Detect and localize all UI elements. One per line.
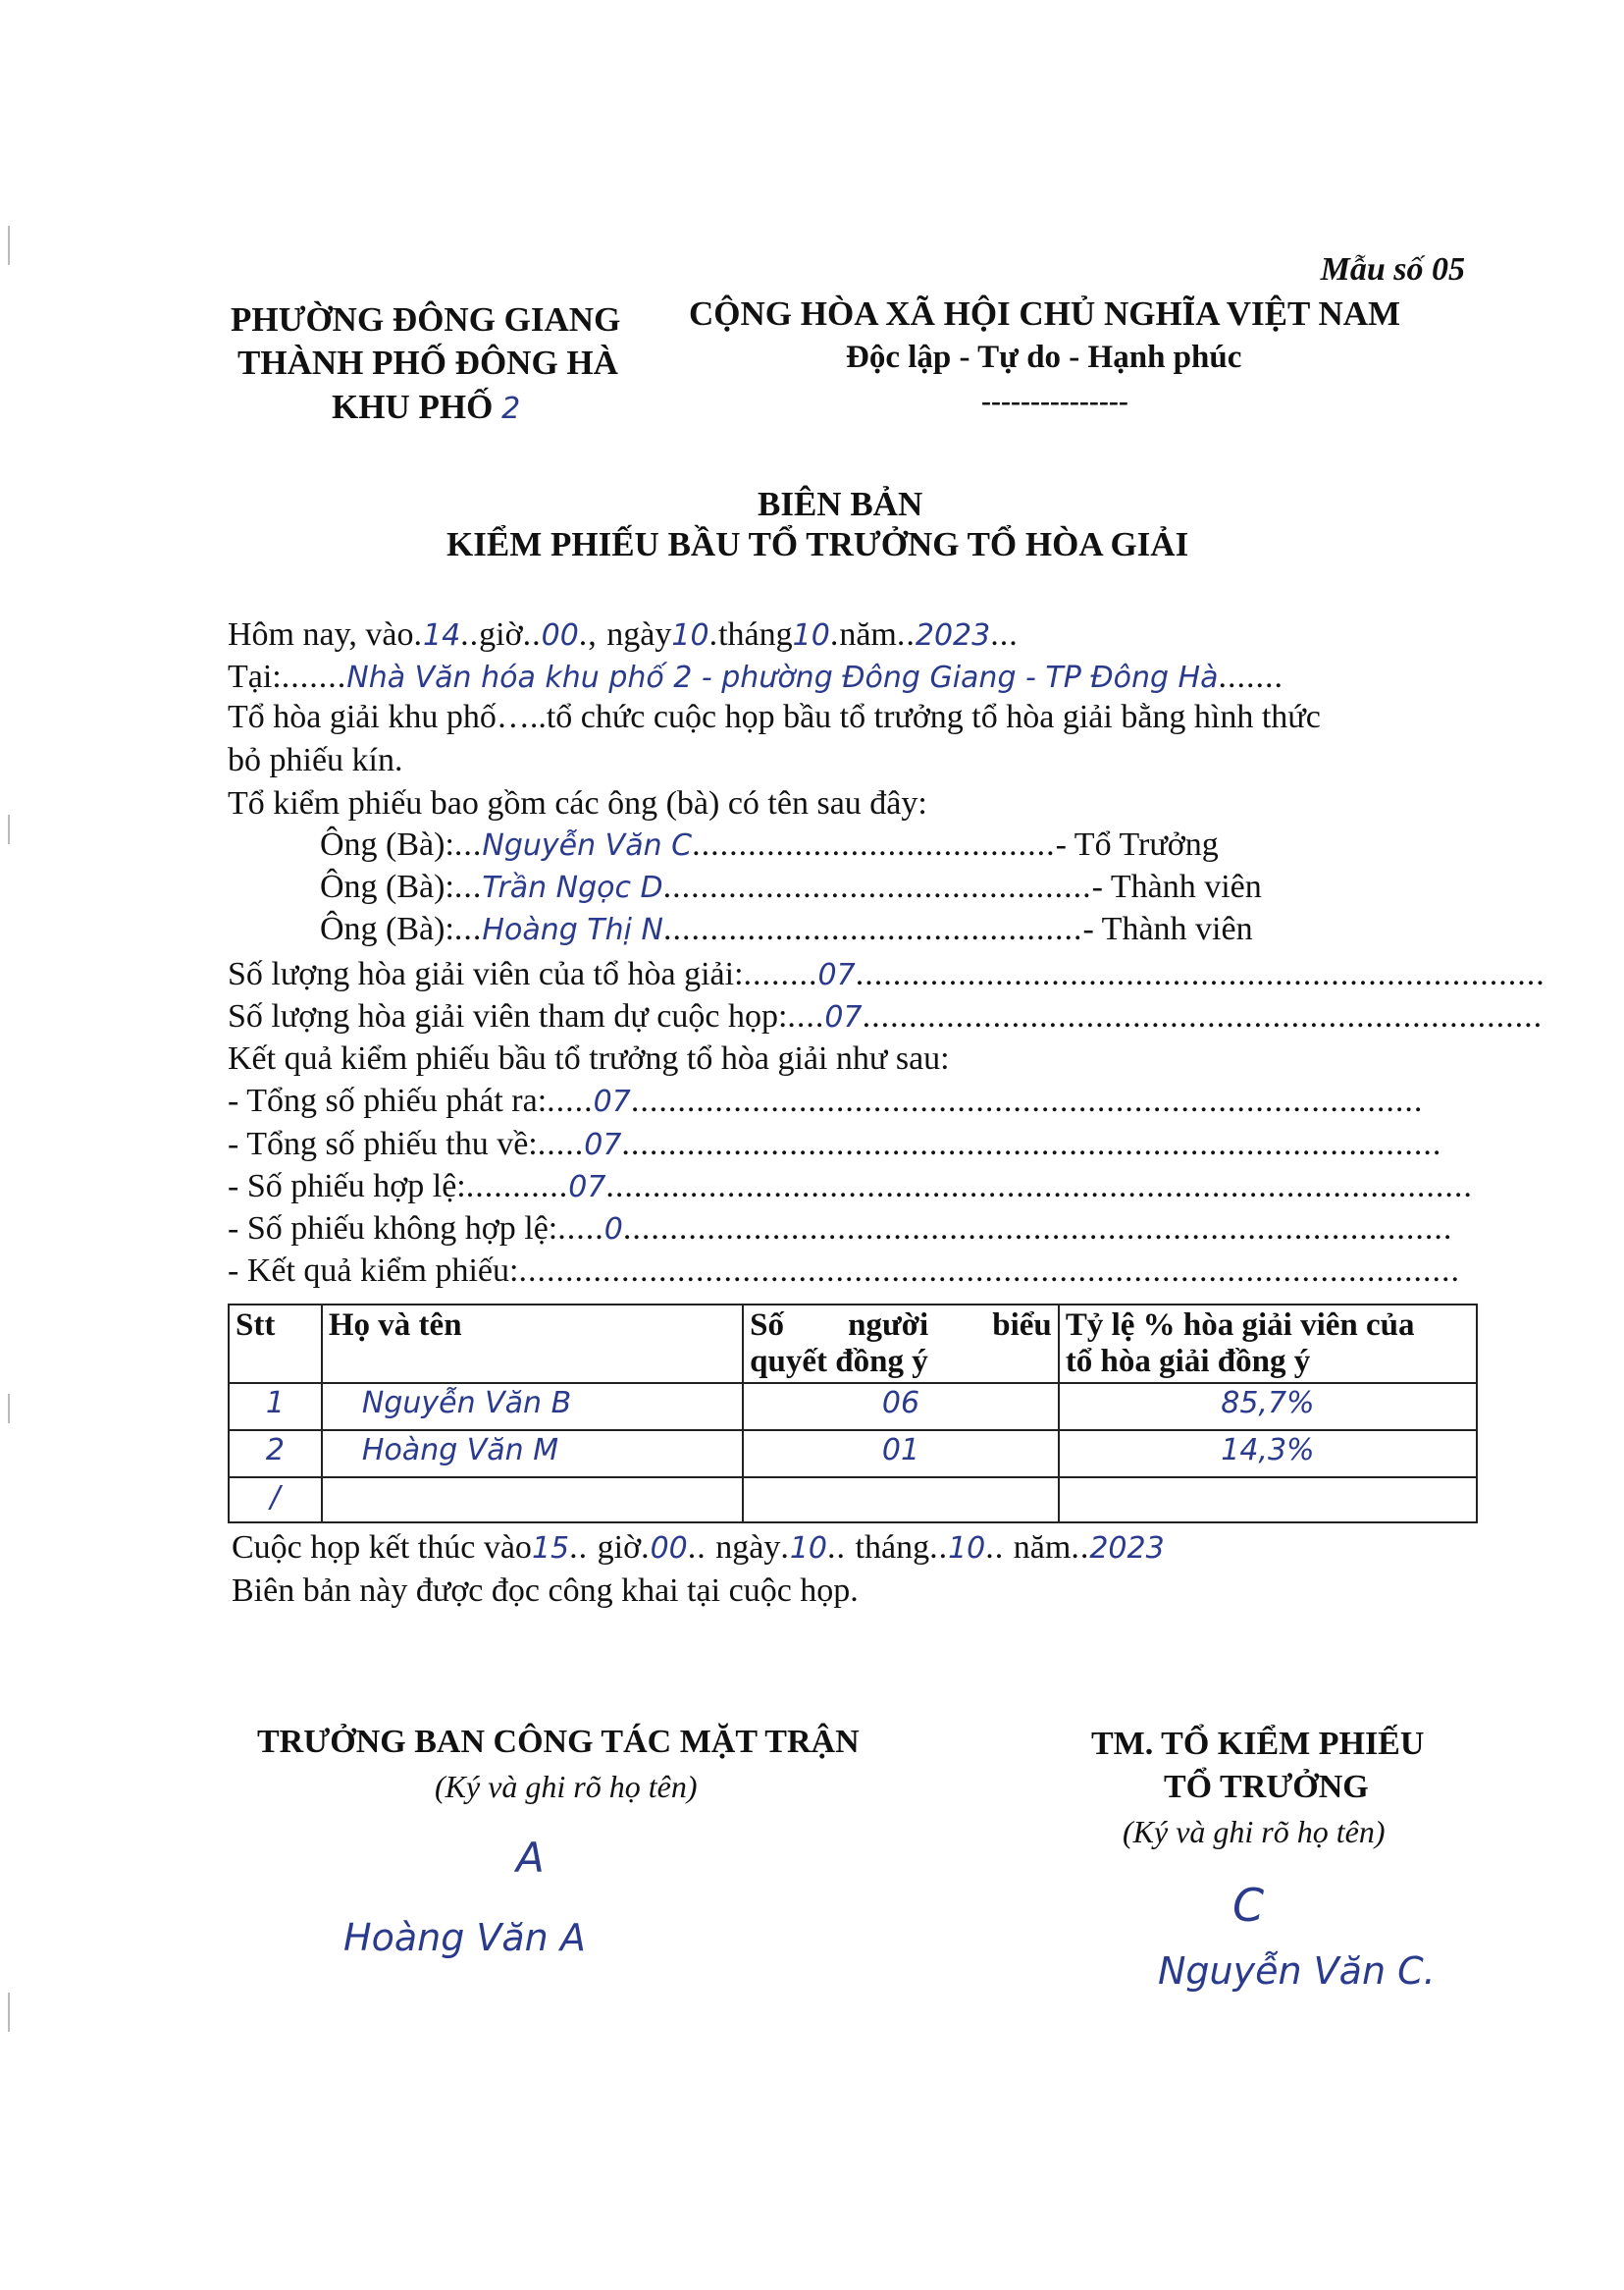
- header-votes-word-3: biểu: [992, 1307, 1052, 1343]
- row-stt: 2: [229, 1430, 322, 1477]
- table-row: [229, 1430, 1477, 1477]
- right-signer-name: Nguyễn Văn C.: [1158, 1949, 1436, 1993]
- row-name: Hoàng Văn M: [322, 1430, 743, 1477]
- row-votes: [743, 1477, 1059, 1522]
- meeting-place: Nhà Văn hóa khu phố 2 - phường Đông Giang - TP Đông Hà: [346, 661, 1219, 695]
- right-signature-mark: C: [1232, 1879, 1265, 1932]
- team-member-1: Ông (Bà):...Nguyễn Văn C.......................................- Tổ Trưởng: [320, 826, 1219, 863]
- header-name: Họ và tên: [322, 1305, 743, 1383]
- row-votes: 06: [743, 1383, 1059, 1430]
- table-header-row: [229, 1305, 1477, 1383]
- label-end: Cuộc họp kết thúc vào: [232, 1529, 532, 1566]
- meeting-month: 10: [792, 618, 830, 653]
- closing-time-line: Cuộc họp kết thúc vào15.. giờ.00.. ngày.10.. tháng..10.. năm..2023: [232, 1529, 1165, 1566]
- quarter-number: 2: [501, 392, 521, 426]
- row-percentage: 14,3%: [1059, 1430, 1477, 1477]
- meeting-time-line: Hôm nay, vào.14..giờ..00., ngày10.tháng10.năm..2023...: [228, 616, 1019, 653]
- team-member-3: Ông (Bà):...Hoàng Thị N.............................................- Thành viên: [320, 911, 1253, 947]
- results-table: [228, 1304, 1478, 1523]
- stat-value: 07: [568, 1170, 606, 1204]
- closing-minute: 00: [650, 1531, 688, 1566]
- stat-value: 07: [584, 1128, 622, 1162]
- stat-label: - Số phiếu hợp lệ:: [228, 1168, 466, 1204]
- stat-value: 07: [824, 1000, 863, 1035]
- quarter-label: KHU PHỐ: [332, 388, 494, 426]
- stat-total-mediators: Số lượng hòa giải viên của tổ hòa giải:........07..........................................................................: [228, 956, 1545, 992]
- meeting-minute: 00: [541, 618, 579, 653]
- row-stt: 1: [229, 1383, 322, 1430]
- stat-label: - Tổng số phiếu thu về:: [228, 1126, 538, 1162]
- closing-hour: 15: [531, 1531, 570, 1566]
- row-percentage: [1059, 1477, 1477, 1522]
- stat-invalid: - Số phiếu không hợp lệ:.....0.........................................................................................: [228, 1210, 1453, 1247]
- closing-day: 10: [789, 1531, 828, 1566]
- row-percentage: 85,7%: [1059, 1383, 1477, 1430]
- right-signer-title-2: TỔ TRƯỞNG: [1164, 1769, 1369, 1805]
- city-name: THÀNH PHỐ ĐÔNG HÀ: [237, 344, 618, 382]
- stat-attending: Số lượng hòa giải viên tham dự cuộc họp:....07.........................................................................: [228, 998, 1544, 1035]
- scan-edge-mark: [8, 1993, 10, 2032]
- result-intro: Kết quả kiểm phiếu bầu tổ trưởng tổ hòa giải như sau:: [228, 1040, 950, 1077]
- header-rule: ---------------: [981, 385, 1128, 417]
- label-today: Hôm nay, vào: [228, 616, 414, 653]
- stat-collected: - Tổng số phiếu thu về:.....07........................................................................................: [228, 1126, 1442, 1162]
- form-number: Mẫu số 05: [1320, 251, 1465, 288]
- scan-edge-mark: [8, 226, 10, 265]
- stat-issued: - Tổng số phiếu phát ra:.....07.....................................................................................: [228, 1083, 1424, 1119]
- public-note: Biên bản này được đọc công khai tại cuộc họp.: [232, 1572, 859, 1609]
- document-title: BIÊN BẢN: [758, 485, 923, 523]
- intro-line-2: bỏ phiếu kín.: [228, 742, 403, 778]
- team-member-2: Ông (Bà):...Trần Ngọc D..............................................- Thành viên: [320, 869, 1262, 905]
- label-day: ngày: [606, 616, 672, 653]
- left-signer-name: Hoàng Văn A: [343, 1916, 586, 1959]
- scan-edge-mark: [8, 1394, 10, 1423]
- intro-line-1: Tổ hòa giải khu phố…..tổ chức cuộc họp bầu tổ trưởng tổ hòa giải bằng hình thức: [228, 699, 1321, 735]
- country-name: CỘNG HÒA XÃ HỘI CHỦ NGHĨA VIỆT NAM: [689, 294, 1401, 333]
- table-row: [229, 1383, 1477, 1430]
- member-label: Ông (Bà):: [320, 869, 454, 905]
- stat-label: - Kết quả kiểm phiếu:: [228, 1252, 519, 1289]
- member-role: - Thành viên: [1091, 869, 1262, 905]
- table-row: [229, 1477, 1477, 1522]
- row-name: Nguyễn Văn B: [322, 1383, 743, 1430]
- right-signer-title-1: TM. TỔ KIỂM PHIẾU: [1091, 1726, 1425, 1762]
- meeting-hour: 14: [422, 618, 461, 653]
- label-hour: giờ: [597, 1529, 642, 1566]
- row-stt: /: [229, 1477, 322, 1522]
- left-signature-mark: A: [516, 1834, 545, 1882]
- left-signer-instruction: (Ký và ghi rõ họ tên): [435, 1769, 698, 1804]
- header-pct-line-1: Tỷ lệ % hòa giải viên của: [1065, 1307, 1415, 1343]
- scan-edge-mark: [8, 815, 10, 844]
- stat-value: 07: [817, 958, 856, 992]
- national-motto: Độc lập - Tự do - Hạnh phúc: [846, 340, 1242, 375]
- label-year: năm: [1013, 1529, 1072, 1566]
- closing-month: 10: [948, 1531, 986, 1566]
- stat-label: Số lượng hòa giải viên của tổ hòa giải:: [228, 956, 744, 992]
- stat-value: 07: [593, 1085, 631, 1119]
- ward-name: PHƯỜNG ĐÔNG GIANG: [231, 300, 621, 339]
- label-month: tháng: [855, 1529, 930, 1566]
- stat-value: 0: [603, 1212, 623, 1247]
- stat-label: - Tổng số phiếu phát ra:: [228, 1083, 548, 1119]
- header-votes-word-1: Số: [750, 1307, 785, 1343]
- header-percentage: [1059, 1305, 1477, 1383]
- member-name: Nguyễn Văn C: [482, 828, 693, 863]
- label-year: năm: [839, 616, 897, 653]
- meeting-day: 10: [671, 618, 709, 653]
- quarter-line: [332, 388, 520, 427]
- row-votes: 01: [743, 1430, 1059, 1477]
- member-role: - Tổ Trưởng: [1055, 826, 1219, 863]
- document-subtitle: KIỂM PHIẾU BẦU TỔ TRƯỞNG TỔ HÒA GIẢI: [446, 525, 1189, 563]
- stat-label: - Số phiếu không hợp lệ:: [228, 1210, 558, 1247]
- member-role: - Thành viên: [1082, 911, 1253, 947]
- meeting-place-line: Tại:.......Nhà Văn hóa khu phố 2 - phường Đông Giang - TP Đông Hà.......: [228, 659, 1283, 695]
- header-pct-line-2: tổ hòa giải đồng ý: [1065, 1344, 1311, 1379]
- member-name: Hoàng Thị N: [482, 913, 663, 947]
- member-label: Ông (Bà):: [320, 826, 454, 863]
- member-name: Trần Ngọc D: [482, 871, 663, 905]
- header-votes: [743, 1305, 1059, 1383]
- header-votes-line-2: quyết đồng ý: [750, 1344, 928, 1379]
- meeting-year: 2023: [915, 618, 991, 653]
- member-label: Ông (Bà):: [320, 911, 454, 947]
- header-votes-word-2: người: [848, 1307, 929, 1343]
- stat-result: - Kết quả kiểm phiếu:.....................................................................................................: [228, 1252, 1460, 1289]
- label-month: tháng: [718, 616, 793, 653]
- left-signer-title: TRƯỞNG BAN CÔNG TÁC MẶT TRẬN: [257, 1724, 860, 1760]
- stat-valid: - Số phiếu hợp lệ:...........07.............................................................................................: [228, 1168, 1473, 1204]
- right-signer-instruction: (Ký và ghi rõ họ tên): [1123, 1814, 1386, 1849]
- stat-label: Số lượng hòa giải viên tham dự cuộc họp:: [228, 998, 788, 1035]
- label-place: Tại:: [228, 659, 282, 695]
- closing-year: 2023: [1089, 1531, 1165, 1566]
- label-hour: giờ: [479, 616, 523, 653]
- row-name: [322, 1477, 743, 1522]
- header-stt: Stt: [229, 1305, 322, 1383]
- counting-team-intro: Tổ kiểm phiếu bao gồm các ông (bà) có tên sau đây:: [228, 785, 927, 822]
- label-day: ngày: [715, 1529, 781, 1566]
